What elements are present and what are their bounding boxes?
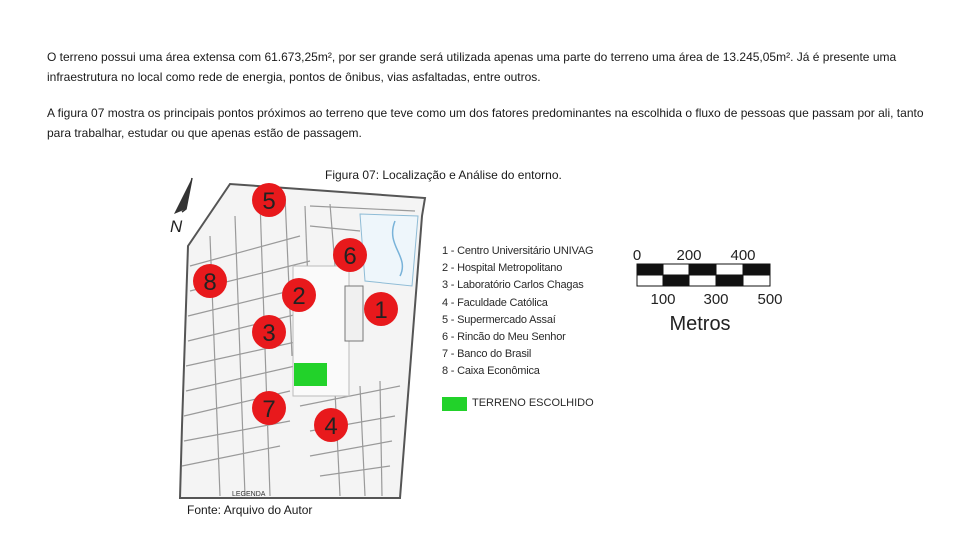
location-map <box>160 176 432 500</box>
svg-text:6: 6 <box>343 243 357 270</box>
svg-text:4: 4 <box>324 413 338 440</box>
figure-caption: Figura 07: Localização e Análise do entorno. <box>325 168 562 182</box>
legend-item: 2 - Hospital Metropolitano <box>442 262 563 275</box>
legend-footer-label: LEGENDA <box>232 491 266 498</box>
legend-item: 3 - Laboratório Carlos Chagas <box>442 279 584 292</box>
terrain-legend-label: TERRENO ESCOLHIDO <box>472 397 594 409</box>
legend-item: 7 - Banco do Brasil <box>442 348 532 361</box>
legend-item: 5 - Supermercado Assaí <box>442 313 556 326</box>
campus-structure <box>345 286 363 341</box>
figure-source: Fonte: Arquivo do Autor <box>187 503 313 517</box>
scale-label-bottom: 100 <box>650 291 676 308</box>
legend-item: 8 - Caixa Econômica <box>442 365 540 378</box>
marker-3 <box>252 315 286 349</box>
north-arrow-icon <box>170 178 192 236</box>
scale-label-top: 0 <box>632 247 642 264</box>
scale-label-bottom: 300 <box>703 291 729 308</box>
svg-text:2: 2 <box>292 283 306 310</box>
north-label: N <box>170 217 183 236</box>
svg-text:1: 1 <box>374 297 388 324</box>
marker-8 <box>193 264 227 298</box>
scale-bar <box>628 242 788 342</box>
marker-1 <box>364 292 398 326</box>
svg-text:8: 8 <box>203 269 217 296</box>
legend-item: 4 - Faculdade Católica <box>442 296 548 309</box>
scale-checker <box>637 264 770 286</box>
chosen-terrain <box>294 363 327 386</box>
svg-text:7: 7 <box>262 396 276 423</box>
marker-5 <box>252 183 286 217</box>
legend-item: 6 - Rincão do Meu Senhor <box>442 331 566 344</box>
svg-text:5: 5 <box>262 188 276 215</box>
scale-unit: Metros <box>669 313 731 335</box>
terrain-legend-swatch <box>442 397 467 411</box>
park-area <box>360 214 418 286</box>
scale-label-bottom: 500 <box>757 291 783 308</box>
scale-label-top: 200 <box>676 247 702 264</box>
paragraph-figure-description: A figura 07 mostra os principais pontos próximos ao terreno que teve como um dos fatores predominantes na escolhida o fluxo de pessoas que passam por ali, tanto para trabalhar, estudar ou que apenas estão de passagem. <box>47 106 924 140</box>
marker-4 <box>314 408 348 442</box>
legend-item: 1 - Centro Universitário UNIVAG <box>442 245 594 257</box>
marker-6 <box>333 238 367 272</box>
marker-2 <box>282 278 316 312</box>
marker-7 <box>252 391 286 425</box>
map-legend <box>442 243 593 381</box>
scale-label-top: 400 <box>730 247 756 264</box>
svg-text:3: 3 <box>262 320 276 347</box>
paragraph-terrain-area: O terreno possui uma área extensa com 61.673,25m², por ser grande será utilizada apenas uma parte do terreno uma área de 13.245,05m². Já é presente uma infraestrutura no local como rede de energia, pontos de ônibus, vias asfaltadas, entre outros. <box>47 50 897 84</box>
